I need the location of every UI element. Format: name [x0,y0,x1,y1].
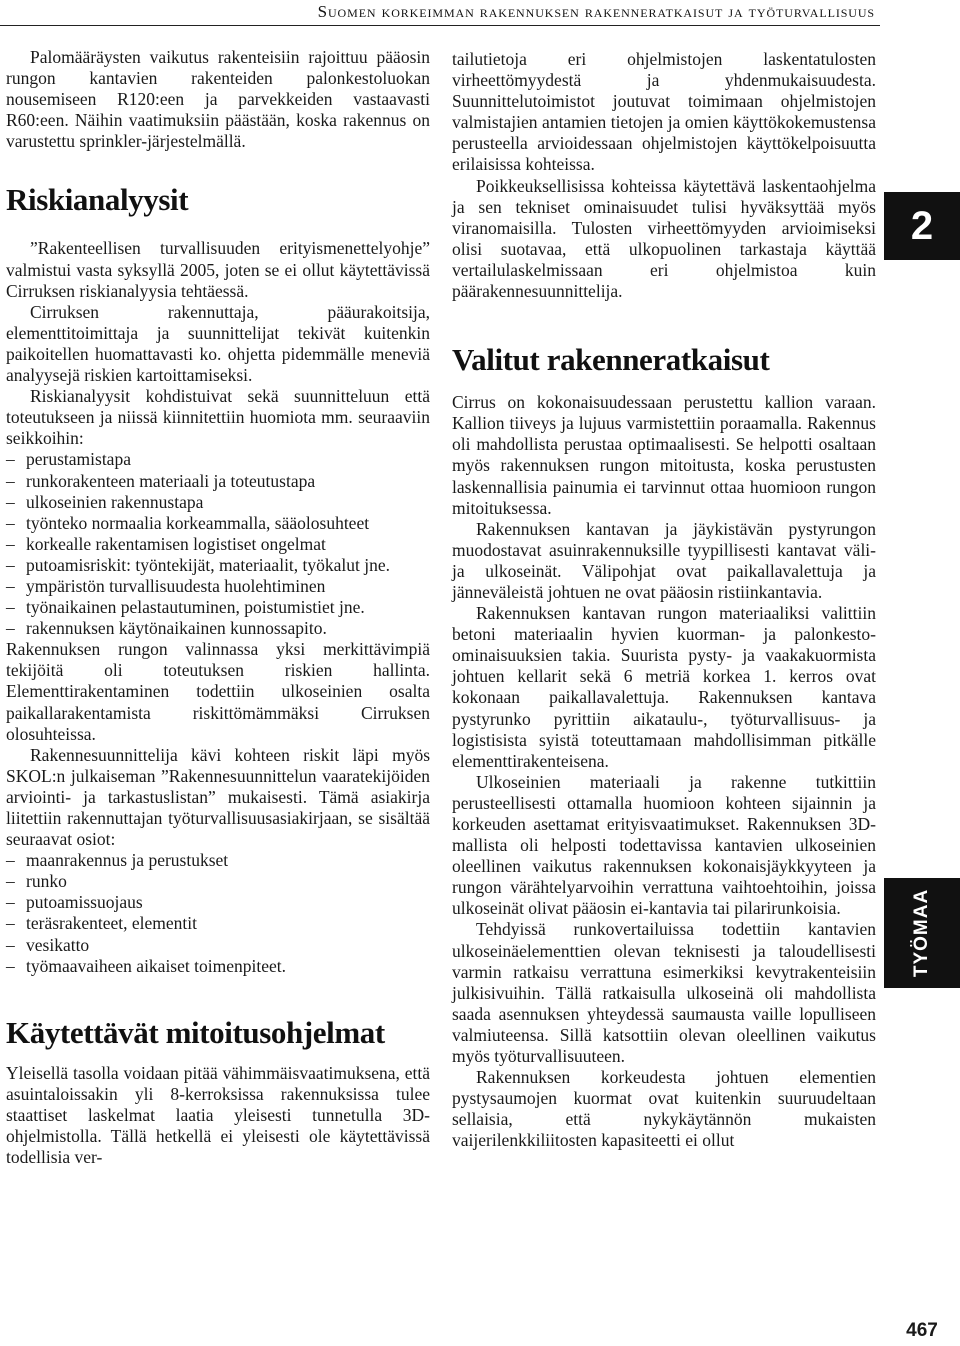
list-item: – vesikatto [6,935,430,956]
checklist-sections-list [6,850,430,977]
risk-topics-list [6,449,430,639]
paragraph: Tehdyissä runkovertailuissa todettiin kantavien ulkoseinäelementtien olevan teknisesti ja taloudellisesti varmin ratkaisu verrattuna esimerkiksi kevytrakenteisiin julkisivuihin. Tällä ratkaisulla ulkoseinä oli mahdollista saada asennuksen yhteydessä saumausta vaille lopulliseen valmiuteensa. Sillä katsottiin olevan oleellinen vaikutus myös työturvallisuuteen. [452,919,876,1067]
paragraph: Cirrus on kokonaisuudessaan perustettu kallion varaan. Kallion tiiveys ja lujuus varmistettiin poraamalla. Rakennus oli mahdollista perustaa optimaalisesti. Se helpotti osaltaan myös rakennuksen rungon mitoitusta, koska perustusten laskennallisia painumia ei tarvinnut ottaa huomioon rungon mitoituksessa. [452,392,876,518]
paragraph: ”Rakenteellisen turvallisuuden erityismenettelyohje” valmistui vasta syksyllä 2005, joten se ei ollut käytettävissä Cirruksen riskianalyysia tehtäessä. [6,238,430,301]
section-tab-label: TYÖMAA [911,888,933,978]
list-item: – putoamissuojaus [6,892,430,913]
list-item: – perustamistapa [6,449,430,470]
right-column [452,49,876,1152]
left-column [6,47,430,1168]
paragraph: Rakennuksen korkeudesta johtuen elementien pystysaumojen kuormat ovat kuitenkin suuruudeltaan sellaisia, että nykykäytännön mukaisten vaijerilenkkiliitosten kapasiteetti ei ollut [452,1067,876,1151]
paragraph: tailutietoja eri ohjelmistojen laskentatulosten virheettömyydestä ja yhdenmukaisuudesta. Suunnittelutoimistot joutuvat toimimaan ohjelmistojen valmistajien antamien tietojen ja omien käyttökokemustensa perusteella arvioidessaan ohjelmistojen käyttökelpoisuutta erilaisissa kohteissa. [452,49,876,175]
page-number: 467 [906,1320,938,1341]
paragraph: Rakennuksen kantavan rungon materiaaliksi valittiin betoni materiaalin hyvien kuorman- ja palonkesto-ominaisuuksien takia. Suurista pysty- ja vaakakuormista johtuen kellarit sekä 6 metriä korkea 1. kerros ovat kokonaan paikallavalettuja. Rakennuksen kantava pystyrunko pyrittiin aikataulu-, työturvallisuus- ja logistisista syistä toteuttamaan mahdollisimman pitkälle elementtirakenteisena. [452,603,876,771]
paragraph: Ulkoseinien materiaali ja rakenne tutkittiin perusteellisesti ottamalla huomioon kohteen sijainnin ja korkeuden asettamat erityisvaatimukset. Rakennuksen 3D-mallista oli helposti todettavissa kantavien ulkoseinien oleellinen vaikutus rakennuksen kokonaisjäykkyyteen ja rungon värähtelyarvoihin verrattuna vaihtoehtoihin, joissa ulkoseinät olivat pääosin ei-kantavia tai pilarirunkoisia. [452,771,876,919]
paragraph: Rakennuksen kantavan ja jäykistävän pystyrungon muodostavat asuinrakennuksille tyypillisesti kantavat väli- ja ulkoseinät. Välipohjat ovat paikallavalettuja ja jänneväleistä johtuen ne ovat pääosin ristiinkantavia. [452,518,876,602]
heading-mitoitusohjelmat: Käytettävät mitoitusohjelmat [6,1014,385,1050]
list-item: – runkorakenteen materiaali ja toteutustapa [6,471,430,492]
list-item: – rakennuksen käytönaikainen kunnossapito. [6,618,430,639]
paragraph: Riskianalyysit kohdistuivat sekä suunnitteluun että toteutukseen ja niissä kiinnitettiin huomiota mm. seuraaviin seikkoihin: [6,386,430,449]
list-item: – putoamisriskit: työntekijät, materiaalit, työkalut jne. [6,555,430,576]
chapter-number-box [884,192,960,260]
paragraph: Cirruksen rakennuttaja, pääurakoitsija, elementtitoimittaja ja suunnittelijat tekivät kuitenkin paikoitellen huomattavasti ko. ohjetta pidemmälle meneviä analyysejä riskien kartoittamiseksi. [6,301,430,386]
list-item: – korkealle rakentamisen logistiset ongelmat [6,534,430,555]
heading-riskianalyysit: Riskianalyysit [6,182,189,218]
list-item: – ulkoseinien rakennustapa [6,492,430,513]
section-tab [884,878,960,988]
paragraph: Poikkeuksellisissa kohteissa käytettävä laskentaohjelma ja sen tekniset ominaisuudet tulisi hyväksyttää myös viranomaisilla. Tulosten virheettömyyden arvioimiseksi olisi suotavaa, että ulkopuolinen tarkastaja käyttää vertailulaskelmissaan eri ohjelmistoa kuin päärakennesuunnittelija. [452,175,876,302]
list-item: – ympäristön turvallisuudesta huolehtiminen [6,576,430,597]
list-item: – teräsrakenteet, elementit [6,913,430,934]
list-item: – maanrakennus ja perustukset [6,850,430,871]
intro-paragraph: Palomääräysten vaikutus rakenteisiin rajoittuu pääosin rungon kantavien rakenteiden palonkestoluokan nousemiseen R120:een ja parvekkeiden vastaavasti R60:een. Näihin vaatimuksiin päästään, koska rakennus on varustettu sprinkler-järjestelmällä. [6,47,430,152]
paragraph: Yleisellä tasolla voidaan pitää vähimmäisvaatimuksena, että asuintaloissakin yli 8-kerroksissa rakennuksissa tulee staattiset laskelmat laatia yleisesti tunnetulla 3D-ohjelmistolla. Tällä hetkellä ei yleisesti ole käytettävissä todellisia ver- [6,1062,430,1168]
paragraph: Rakennuksen rungon valinnassa yksi merkittävimpiä tekijöitä oli toteutuksen riskien hallinta. Elementtirakentaminen todettiin ulkoseinien osalta paikallarakentamista riskittömämmäksi Cirruksen olosuhteissa. [6,639,430,744]
list-item: – työnteko normaalia korkeammalla, sääolosuhteet [6,513,430,534]
list-item: – työnaikainen pelastautuminen, poistumistiet jne. [6,597,430,618]
header-rule [0,25,880,26]
chapter-number: 2 [910,203,934,248]
list-item: – työmaavaiheen aikaiset toimenpiteet. [6,956,430,977]
paragraph: Rakennesuunnittelija kävi kohteen riskit läpi myös SKOL:n julkaiseman ”Rakennesuunnittelun vaaratekijöiden arviointi- ja tarkastuslistan” mukaisesti. Tämä asiakirja liitettiin rakennuttajan työturvallisuusasiakirjaan, se sisältää seuraavat osiot: [6,744,430,850]
heading-rakenneratkaisut: Valitut rakenneratkaisut [452,342,770,378]
list-item: – runko [6,871,430,892]
running-head: Suomen korkeimman rakennuksen rakenneratkaisut ja työturvallisuus [317,2,875,21]
